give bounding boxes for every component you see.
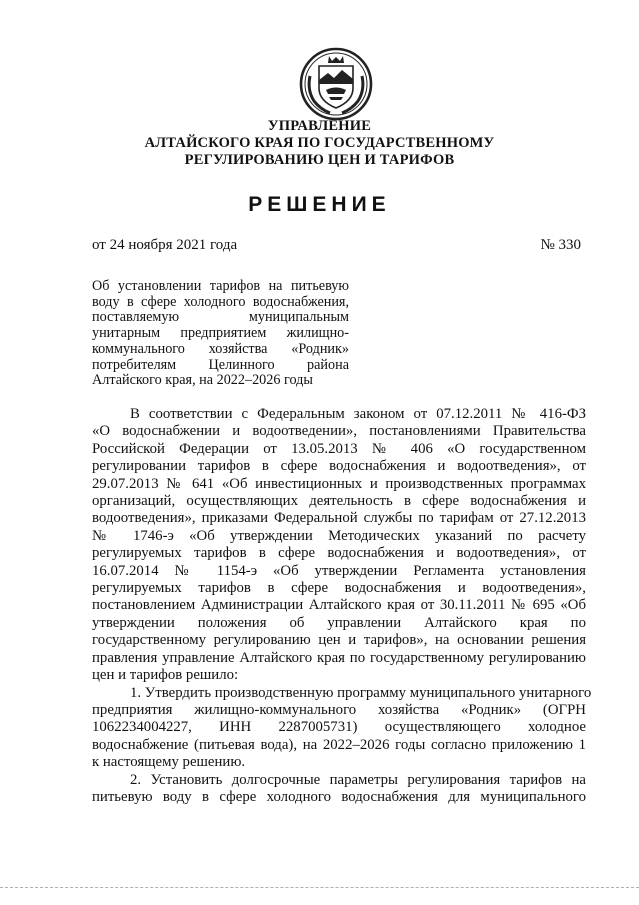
body-line: цен и тарифов решило:: [92, 667, 239, 684]
subject-line: Об установлении тарифов на питьевую: [92, 278, 349, 294]
body-line: правления управление Алтайского края по государственному регулированию: [92, 649, 586, 666]
document-title: РЕШЕНИЕ: [248, 193, 391, 216]
body-line: 16.07.2014 № 1154-э «Об утверждении Регламента установления: [92, 562, 586, 579]
body-line: государственному регулированию цен и тарифов», на основании решения: [92, 632, 586, 649]
document-date: от 24 ноября 2021 года: [92, 237, 238, 253]
body-line: 1. Утвердить производственную программу муниципального унитарного: [130, 684, 592, 701]
body-line: 29.07.2013 № 641 «Об инвестиционных и производственных программах: [92, 475, 586, 492]
document-number: № 330: [540, 237, 581, 253]
body-line: водоснабжение (питьевая вода), на 2022–2026 годы согласно приложению 1: [92, 736, 586, 753]
body-line: 1062234004227, ИНН 2287005731) осуществляющего холодное: [92, 719, 586, 736]
body-line: Российской Федерации от 13.05.2013 № 406 «О государственном: [92, 440, 586, 457]
body-line: предприятия жилищно-коммунального хозяйства «Родник» (ОГРН: [92, 701, 586, 718]
body-line: организаций, осуществляющих деятельность в сфере водоснабжения и: [92, 493, 586, 510]
body-text: [92, 406, 592, 806]
body-line: регулировании тарифов в сфере водоснабжения и водоотведения», от: [92, 458, 586, 475]
page-bottom-rule: [0, 887, 639, 888]
body-line: постановлением Администрации Алтайского края от 30.11.2011 № 695 «Об: [92, 597, 586, 614]
altai-krai-coat-of-arms-icon: [298, 46, 374, 122]
body-line: В соответствии с Федеральным законом от 07.12.2011 № 416-ФЗ: [130, 406, 586, 422]
subject-line: поставляемую муниципальным: [92, 309, 349, 326]
body-line: регулируемых тарифов в сфере водоснабжения и водоотведения»,: [92, 580, 586, 597]
subject-line: воду в сфере холодного водоснабжения,: [92, 293, 349, 310]
body-line: 2. Установить долгосрочные параметры регулирования тарифов на: [130, 771, 586, 788]
body-line: питьевую воду в сфере холодного водоснабжения для муниципального: [92, 788, 586, 805]
body-line: утверждении положения об управлении Алтайского края по: [92, 614, 586, 631]
org-name-line: АЛТАЙСКОГО КРАЯ ПО ГОСУДАРСТВЕННОМУ: [144, 135, 495, 151]
body-line: регулируемых тарифов в сфере водоснабжения и водоотведения», от: [92, 545, 586, 562]
subject-line: потребителям Целинного района: [92, 356, 349, 373]
org-name-line: РЕГУЛИРОВАНИЮ ЦЕН И ТАРИФОВ: [184, 152, 455, 168]
subject-block: [92, 279, 349, 389]
subject-line: унитарным предприятием жилищно-: [92, 325, 349, 342]
body-line: «О водоснабжении и водоотведении», постановлениями Правительства: [92, 423, 586, 440]
subject-line: коммунального хозяйства «Родник»: [92, 340, 349, 357]
body-line: водоотведения», приказами Федеральной службы по тарифам от 27.12.2013: [92, 510, 586, 527]
subject-line: Алтайского края, на 2022–2026 годы: [92, 372, 313, 389]
body-line: к настоящему решению.: [92, 754, 246, 771]
body-line: № 1746-э «Об утверждении Методических указаний по расчету: [92, 527, 586, 544]
org-name-line: УПРАВЛЕНИЕ: [267, 118, 372, 134]
